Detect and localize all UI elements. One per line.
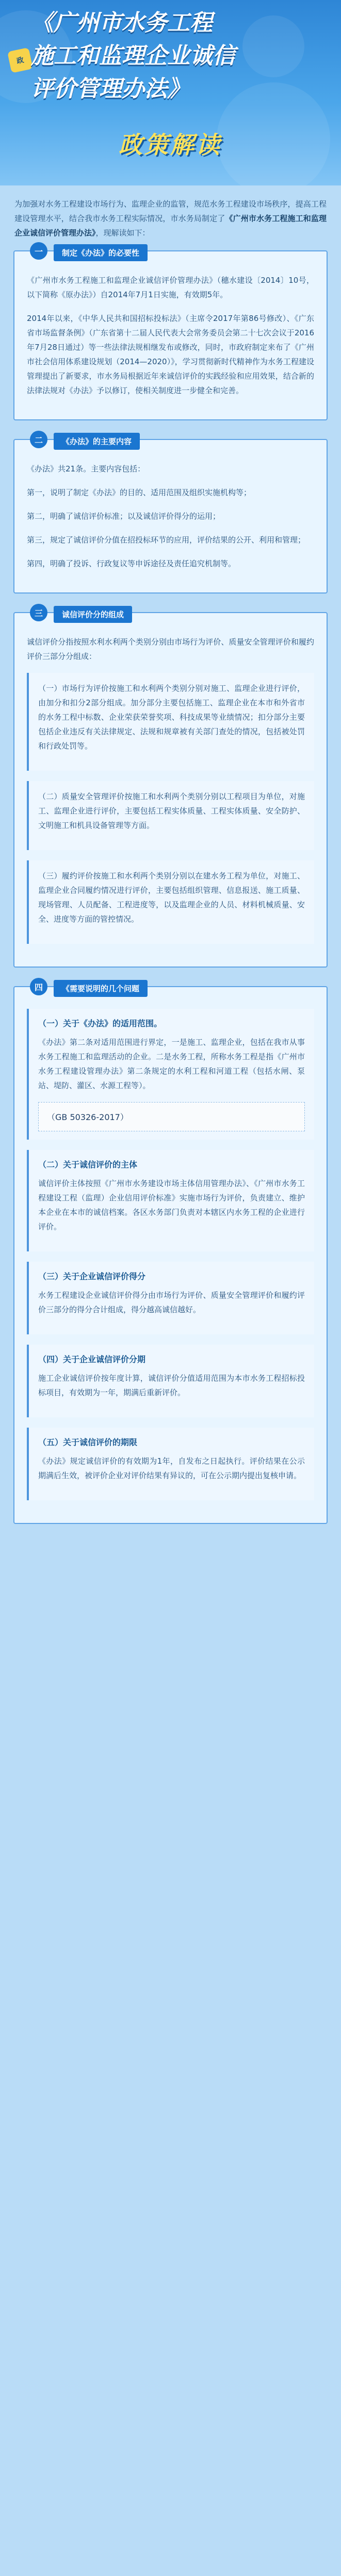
- subsection: （三）履约评价按施工和水利两个类别分别以在建水务工程为单位，对施工、监理企业合同履约情况进行评价，主要包括组织管理、信息报送、施工质量、现场管理、人员配备、工程进度等，以及监理企业的人员、材料机械质量、安全、进度等方面的管控情况。: [27, 860, 314, 944]
- section-paragraph: 第二，明确了诚信评价标准；以及诚信评价得分的运用；: [27, 512, 221, 521]
- title-line-2: 施工和监理企业诚信: [31, 43, 235, 69]
- section-3: [13, 608, 328, 968]
- section-2: [13, 435, 328, 594]
- section-paragraph: 2014年以来，《中华人民共和国招标投标法》（主席令2017年第86号修改）、《广东省市场监督条例》（广东省第十二届人民代表大会常务委员会第二十七次会议于2016年7月28日通过）等一些法律法规相继发布或修改，同时，市政府制定来布了《广州市社会信用体系建设规划（2014—2020）》，学习贯彻新时代精神作为水务工程建设管理提出了新要求，市水务局根据近年来诚信评价的实践经验和应用效果，结合新的法律法规对《办法》予以修订，使相关制度进一步健全和完善。: [27, 314, 314, 395]
- section-number: 三: [30, 604, 47, 621]
- section-title: 诚信评价分的组成: [54, 606, 132, 623]
- subsection: （二）质量安全管理评价按施工和水利两个类别分别以工程项目为单位，对施工、监理企业进行评价，主要包括工程实体质量、工程实体质量、安全防护、文明施工和机具设备管理等方面。: [27, 781, 314, 850]
- header: [0, 0, 341, 185]
- title-line-1: 《广州市水务工程: [31, 10, 213, 36]
- section-paragraph: 诚信评价分指按照水利水利两个类别分别由市场行为评价、质量安全管理评价和履约评价三部分分组成：: [27, 637, 314, 661]
- subsection-duration: （五）关于诚信评价的期限 《办法》规定诚信评价的有效期为1年，自发布之日起执行。评价结果在公示期满后生效，被评价企业对评价结果有异议的，可在公示期内提出复核申请。: [27, 1428, 314, 1500]
- highlight-box: （GB 50326-2017）: [38, 1102, 305, 1131]
- intro: 为加强对水务工程建设市场行为、监理企业的监管，规范水务工程建设市场秩序，提高工程建设管理水平，结合我市水务工程实际情况，市水务局制定了《广州市水务工程施工和监理企业诚信评价管理办法》，现解读如下：: [14, 199, 327, 238]
- section-paragraph: 《办法》共21条。主要内容包括：: [27, 464, 145, 473]
- section-paragraph: 第三，规定了诚信评价分值在招投标环节的应用，评价结果的公开、利用和管理；: [27, 535, 306, 545]
- section-4: [13, 982, 328, 1524]
- section-number: 一: [30, 242, 47, 260]
- section-1: [13, 246, 328, 420]
- subsection-subject: （二）关于诚信评价的主体 诚信评价主体按照《广州市水务建设市场主体信用管理办法》、《广州市水务工程建设工程（监理）企业信用评价标准》实施市场行为评价，负责建立、维护本企业在本市的诚信档案。各区水务部门负责对本辖区内水务工程的企业进行评价。: [27, 1150, 314, 1251]
- badge-icon: 政: [7, 47, 33, 73]
- subsection-score: （三）关于企业诚信评价得分 水务工程建设企业诚信评价得分由市场行为评价、质量安全管理评价和履约评价三部分的得分合计组成，得分越高诚信越好。: [27, 1262, 314, 1334]
- section-paragraph: 第四，明确了投诉、行政复议等申诉途径及责任追究机制等。: [27, 559, 236, 568]
- subsection-scope: （一）关于《办法》的适用范围。 《办法》第二条对适用范围进行界定，一是施工、监理企业，包括在我市从事水务工程施工和监理活动的企业。二是水务工程，所称水务工程是指《广州市水务工程建设管理办法》第二条规定的水利工程和河道工程（包括水闸、泵站、堤防、灌区、水源工程等）。 （GB 50326-2017）: [27, 1009, 314, 1140]
- section-paragraph: 第一，说明了制定《办法》的目的、适用范围及组织实施机构等；: [27, 488, 252, 497]
- title-line-3: 评价管理办法》: [31, 76, 190, 102]
- section-title: 《办法》的主要内容: [54, 433, 140, 450]
- subsection-period: （四）关于企业诚信评价分期 施工企业诚信评价按年度计算，诚信评价分值适用范围为本市水务工程招标投标项目，有效期为一年，期满后重新评价。: [27, 1345, 314, 1417]
- section-number: 二: [30, 431, 47, 448]
- policy-banner: 政策解读: [119, 131, 222, 159]
- subsection: （一）市场行为评价按施工和水利两个类别分别对施工、监理企业进行评价，由加分和扣分2部分组成。加分部分主要包括施工、监理企业在本市和外省市的水务工程中标数、企业荣获荣誉奖项、科技成果等业绩情况；扣分部分主要包括企业违反有关法律规定、法规和规章被有关部门查处的情况，包括被处罚和行政处罚等。: [27, 673, 314, 771]
- section-number: 四: [30, 978, 47, 995]
- section-title: 《需要说明的几个问题: [54, 980, 148, 997]
- section-title: 制定《办法》的必要性: [54, 244, 148, 261]
- section-paragraph: 《广州市水务工程施工和监理企业诚信评价管理办法》（穗水建设〔2014〕10号，以下简称《原办法》）自2014年7月1日实施，有效期5年。: [27, 276, 314, 299]
